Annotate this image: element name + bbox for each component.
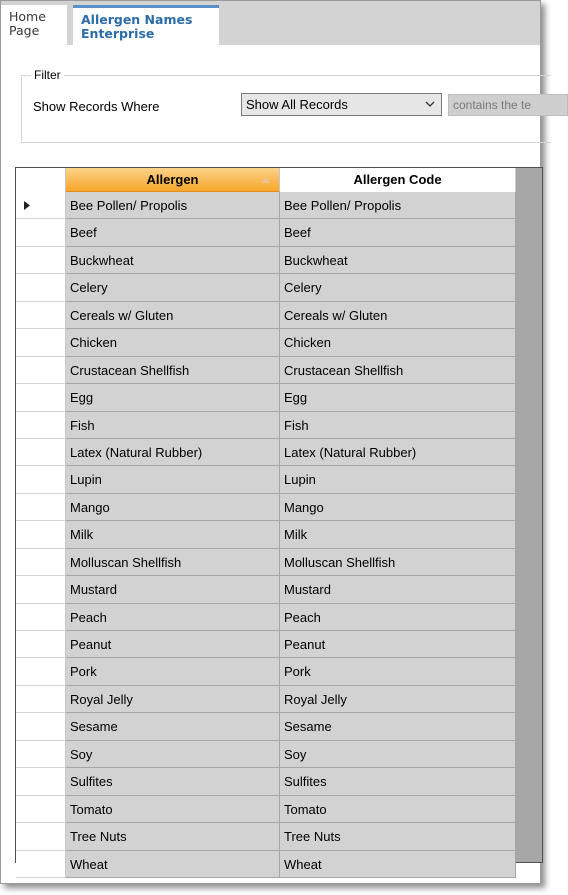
row-header[interactable]	[16, 713, 66, 740]
allergen-code-cell[interactable]: Beef	[280, 219, 516, 246]
table-row[interactable]	[16, 412, 542, 439]
allergen-cell[interactable]: Latex (Natural Rubber)	[66, 439, 280, 466]
grid-corner-header	[16, 168, 66, 192]
table-row[interactable]	[16, 576, 542, 603]
allergen-code-cell[interactable]: Lupin	[280, 466, 516, 493]
table-row[interactable]	[16, 631, 542, 658]
tab-home-page-line1: Home	[9, 9, 46, 24]
row-header[interactable]	[16, 412, 66, 439]
filter-group-label: Filter	[31, 68, 64, 82]
chevron-down-icon	[423, 95, 437, 113]
allergen-cell[interactable]: Bee Pollen/ Propolis	[66, 192, 280, 219]
table-row[interactable]	[16, 686, 542, 713]
row-header[interactable]	[16, 549, 66, 576]
column-header-allergen-code-label: Allergen Code	[353, 172, 442, 187]
allergen-cell[interactable]: Fish	[66, 412, 280, 439]
row-header[interactable]	[16, 823, 66, 850]
row-header[interactable]	[16, 357, 66, 384]
allergen-code-cell[interactable]: Latex (Natural Rubber)	[280, 439, 516, 466]
allergen-grid	[15, 167, 543, 872]
current-row-pointer-icon	[24, 201, 30, 210]
allergen-cell[interactable]: Royal Jelly	[66, 686, 280, 713]
allergen-cell[interactable]: Lupin	[66, 466, 280, 493]
allergen-cell[interactable]: Celery	[66, 274, 280, 301]
grid-header	[16, 168, 542, 192]
row-header[interactable]	[16, 796, 66, 823]
column-header-allergen[interactable]	[66, 168, 280, 192]
row-header[interactable]	[16, 741, 66, 768]
table-row[interactable]	[16, 713, 542, 740]
row-header[interactable]	[16, 521, 66, 548]
show-records-select[interactable]	[241, 93, 442, 116]
allergen-code-cell[interactable]: Mustard	[280, 576, 516, 603]
table-row[interactable]	[16, 329, 542, 356]
allergen-cell[interactable]: Mustard	[66, 576, 280, 603]
table-row[interactable]	[16, 274, 542, 301]
allergen-code-cell[interactable]: Cereals w/ Gluten	[280, 302, 516, 329]
row-header[interactable]	[16, 219, 66, 246]
allergen-code-cell[interactable]: Pork	[280, 658, 516, 685]
column-header-allergen-label: Allergen	[146, 172, 199, 187]
row-header[interactable]	[16, 329, 66, 356]
row-header[interactable]	[16, 851, 66, 878]
allergen-code-cell[interactable]: Peach	[280, 604, 516, 631]
table-row[interactable]	[16, 851, 542, 878]
table-row[interactable]	[16, 823, 542, 850]
allergen-cell[interactable]: Cereals w/ Gluten	[66, 302, 280, 329]
allergen-code-cell[interactable]: Tomato	[280, 796, 516, 823]
row-header[interactable]	[16, 247, 66, 274]
allergen-cell[interactable]: Sesame	[66, 713, 280, 740]
tab-home-page-line2: Page	[9, 23, 40, 38]
row-header[interactable]	[16, 604, 66, 631]
row-header[interactable]	[16, 686, 66, 713]
allergen-code-cell[interactable]: Egg	[280, 384, 516, 411]
allergen-cell[interactable]: Soy	[66, 741, 280, 768]
allergen-code-cell[interactable]: Sesame	[280, 713, 516, 740]
show-records-selected-value: Show All Records	[246, 97, 348, 112]
tab-allergen-names-line1: Allergen Names	[81, 12, 193, 27]
allergen-code-cell[interactable]: Crustacean Shellfish	[280, 357, 516, 384]
allergen-cell[interactable]: Buckwheat	[66, 247, 280, 274]
table-row[interactable]	[16, 384, 542, 411]
tab-allergen-names-line2: Enterprise	[81, 26, 155, 41]
row-header[interactable]	[16, 302, 66, 329]
allergen-cell[interactable]: Chicken	[66, 329, 280, 356]
grid-rows	[16, 192, 542, 878]
table-row[interactable]	[16, 741, 542, 768]
allergen-cell[interactable]: Milk	[66, 521, 280, 548]
allergen-code-cell[interactable]: Buckwheat	[280, 247, 516, 274]
allergen-code-cell[interactable]: Tree Nuts	[280, 823, 516, 850]
row-header[interactable]	[16, 274, 66, 301]
tab-home-page[interactable]	[1, 5, 67, 45]
column-header-allergen-code[interactable]	[280, 168, 516, 192]
row-header[interactable]	[16, 439, 66, 466]
row-header[interactable]	[16, 466, 66, 493]
allergen-cell[interactable]: Pork	[66, 658, 280, 685]
allergen-cell[interactable]: Peanut	[66, 631, 280, 658]
table-row[interactable]	[16, 302, 542, 329]
table-row[interactable]	[16, 219, 542, 246]
table-row[interactable]	[16, 658, 542, 685]
table-row[interactable]	[16, 494, 542, 521]
row-header[interactable]	[16, 631, 66, 658]
allergen-cell[interactable]: Wheat	[66, 851, 280, 878]
table-row[interactable]	[16, 796, 542, 823]
allergen-code-cell[interactable]: Celery	[280, 274, 516, 301]
row-header[interactable]	[16, 768, 66, 795]
table-row[interactable]	[16, 521, 542, 548]
allergen-cell[interactable]: Crustacean Shellfish	[66, 357, 280, 384]
allergen-cell[interactable]: Tree Nuts	[66, 823, 280, 850]
table-row[interactable]	[16, 247, 542, 274]
allergen-code-cell[interactable]: Wheat	[280, 851, 516, 878]
allergen-code-cell[interactable]: Molluscan Shellfish	[280, 549, 516, 576]
show-records-label: Show Records Where	[33, 99, 160, 114]
row-header[interactable]	[16, 384, 66, 411]
allergen-code-cell[interactable]: Milk	[280, 521, 516, 548]
table-row[interactable]	[16, 768, 542, 795]
table-row[interactable]	[16, 192, 542, 219]
allergen-cell[interactable]: Tomato	[66, 796, 280, 823]
row-header[interactable]	[16, 192, 66, 219]
allergen-cell[interactable]: Molluscan Shellfish	[66, 549, 280, 576]
allergen-code-cell[interactable]: Fish	[280, 412, 516, 439]
allergen-code-cell[interactable]: Sulfites	[280, 768, 516, 795]
allergen-code-cell[interactable]: Chicken	[280, 329, 516, 356]
table-row[interactable]	[16, 357, 542, 384]
allergen-code-cell[interactable]: Mango	[280, 494, 516, 521]
contains-text-input[interactable]: contains the te	[448, 94, 568, 116]
allergen-cell[interactable]: Mango	[66, 494, 280, 521]
allergen-code-cell[interactable]: Royal Jelly	[280, 686, 516, 713]
row-header[interactable]	[16, 658, 66, 685]
allergen-cell[interactable]: Egg	[66, 384, 280, 411]
row-header[interactable]	[16, 494, 66, 521]
table-row[interactable]	[16, 439, 542, 466]
tab-allergen-names-enterprise[interactable]	[73, 5, 219, 45]
allergen-cell[interactable]: Beef	[66, 219, 280, 246]
table-row[interactable]	[16, 549, 542, 576]
allergen-code-cell[interactable]: Bee Pollen/ Propolis	[280, 192, 516, 219]
table-row[interactable]	[16, 466, 542, 493]
allergen-cell[interactable]: Peach	[66, 604, 280, 631]
tab-strip	[1, 1, 540, 45]
allergen-cell[interactable]: Sulfites	[66, 768, 280, 795]
allergen-code-cell[interactable]: Peanut	[280, 631, 516, 658]
sort-ascending-icon	[261, 176, 271, 184]
allergen-code-cell[interactable]: Soy	[280, 741, 516, 768]
row-header[interactable]	[16, 576, 66, 603]
table-row[interactable]	[16, 604, 542, 631]
